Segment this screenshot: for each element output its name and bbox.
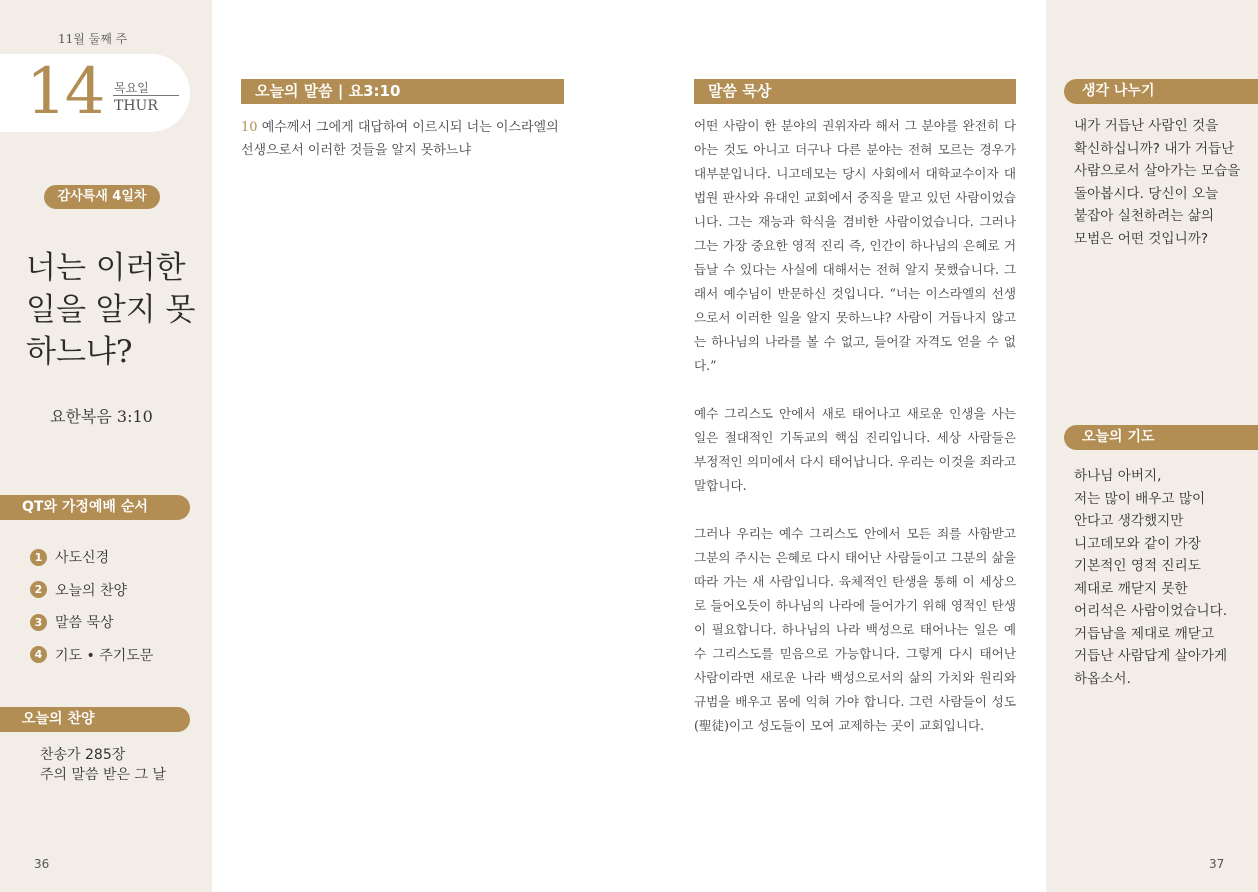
- meditation-body: [694, 114, 1016, 762]
- page-number-left: 36: [34, 857, 50, 871]
- scripture-reference: 요한복음 3:10: [50, 407, 153, 426]
- order-heading: QT와 가정예배 순서: [0, 495, 190, 520]
- order-item-label: 사도신경: [55, 550, 110, 567]
- meditation-heading: 말씀 묵상: [694, 79, 1016, 104]
- page-number-right: 37: [1209, 857, 1225, 871]
- share-text: 내가 거듭난 사람인 것을 확신하십니까? 내가 거듭난 사람으로서 살아가는 모습을 돌아봅시다. 당신이 오늘 붙잡아 실천하려는 삶의 모범은 어떤 것입니까?: [1074, 118, 1241, 247]
- order-number-badge: 2: [30, 581, 47, 598]
- share-heading: 생각 나누기: [1064, 79, 1258, 104]
- order-number-badge: 1: [30, 549, 47, 566]
- verse-text: 예수께서 그에게 대답하여 이르시되 너는 이스라엘의 선생으로서 이러한 것들을 알지 못하느냐: [241, 120, 559, 158]
- meditation-paragraph: 그러나 우리는 예수 그리스도 안에서 모든 죄를 사함받고 그분의 주시는 은혜로 다시 태어난 사람들이고 그분의 삶을 따라 가는 새 사람입니다. 육체적인 탄생을 통해 이 세상으로 들어오듯이 하나님의 나라에 들어가기 위해 영적인 탄생이 필요합니다. 하나님의 나라 백성으로 태어나는 일은 예수 그리스도를 믿음으로 가능합니다. 그렇게 다시 태어난 사람이라면 새로운 나라 백성으로서의 삶의 가치와 원리와 규범을 배우고 몸에 익혀 가야 합니다. 그런 사람들이 성도(聖徒)이고 성도들이 모여 교제하는 곳이 교회입니다.: [694, 526, 1016, 733]
- hymn-title: 주의 말씀 받은 그 날: [40, 767, 166, 783]
- list-item: [30, 606, 153, 639]
- order-list: [30, 541, 153, 671]
- hymn-heading: 오늘의 찬양: [0, 707, 190, 732]
- list-item: [30, 639, 153, 672]
- day-divider: [113, 95, 179, 96]
- scripture-text: [241, 116, 571, 162]
- order-number-badge: 3: [30, 614, 47, 631]
- prayer-heading: 오늘의 기도: [1064, 425, 1258, 450]
- prayer-text: 하나님 아버지, 저는 많이 배우고 많이 안다고 생각했지만 니고데모와 같이 가장 기본적인 영적 진리도 제대로 깨닫지 못한 어리석은 사람이었습니다. 거듭남을 제대로 깨닫고 거듭난 사람답게 살아가게 하옵소서.: [1074, 468, 1228, 687]
- day-of-week-english: THUR: [114, 98, 158, 114]
- order-number-badge: 4: [30, 646, 47, 663]
- order-item-label: 오늘의 찬양: [55, 582, 128, 599]
- page-title: 너는 이러한 일을 알지 못하느냐?: [26, 250, 196, 370]
- day-number: 14: [26, 55, 104, 129]
- meditation-paragraph: 예수 그리스도 안에서 새로 태어나고 새로운 인생을 사는 일은 절대적인 기독교의 핵심 진리입니다. 세상 사람들은 부정적인 의미에서 다시 태어납니다. 우리는 이것을 죄라고 말합니다.: [694, 406, 1016, 493]
- list-item: [30, 541, 153, 574]
- hymn-info: [40, 745, 166, 785]
- scripture-heading: 오늘의 말씀 | 요3:10: [241, 79, 564, 104]
- left-sidebar: [0, 0, 212, 892]
- meditation-paragraph: 어떤 사람이 한 분야의 권위자라 해서 그 분야를 완전히 다 아는 것도 아니고 더구나 다른 분야는 전혀 모르는 경우가 대부분입니다. 니고데모는 당시 사회에서 대학교수이자 대법원 판사와 유대인 교회에서 중직을 맡고 있던 사람이었습니다. 그는 재능과 학식을 겸비한 사람이었습니다. 그러나 그는 가장 중요한 영적 진리 즉, 인간이 하나님의 은혜로 거듭날 수 있다는 사실에 대해서는 전혀 알지 못했습니다. 그래서 예수님이 반문하신 것입니다. “너는 이스라엘의 선생으로서 이러한 일을 알지 못하느냐? 사람이 거듭나지 않고는 하나님의 나라를 볼 수 없고, 들어갈 자격도 얻을 수 없다.”: [694, 118, 1016, 373]
- hymn-number: 찬송가 285장: [40, 747, 126, 763]
- order-item-label: 말씀 묵상: [55, 615, 114, 632]
- verse-number: 10: [241, 120, 258, 135]
- series-badge: 감사특새 4일차: [44, 185, 160, 209]
- week-label: 11월 둘째 주: [58, 32, 128, 46]
- order-item-label: 기도 • 주기도문: [55, 647, 154, 664]
- list-item: [30, 574, 153, 607]
- day-of-week-korean: 목요일: [114, 81, 149, 95]
